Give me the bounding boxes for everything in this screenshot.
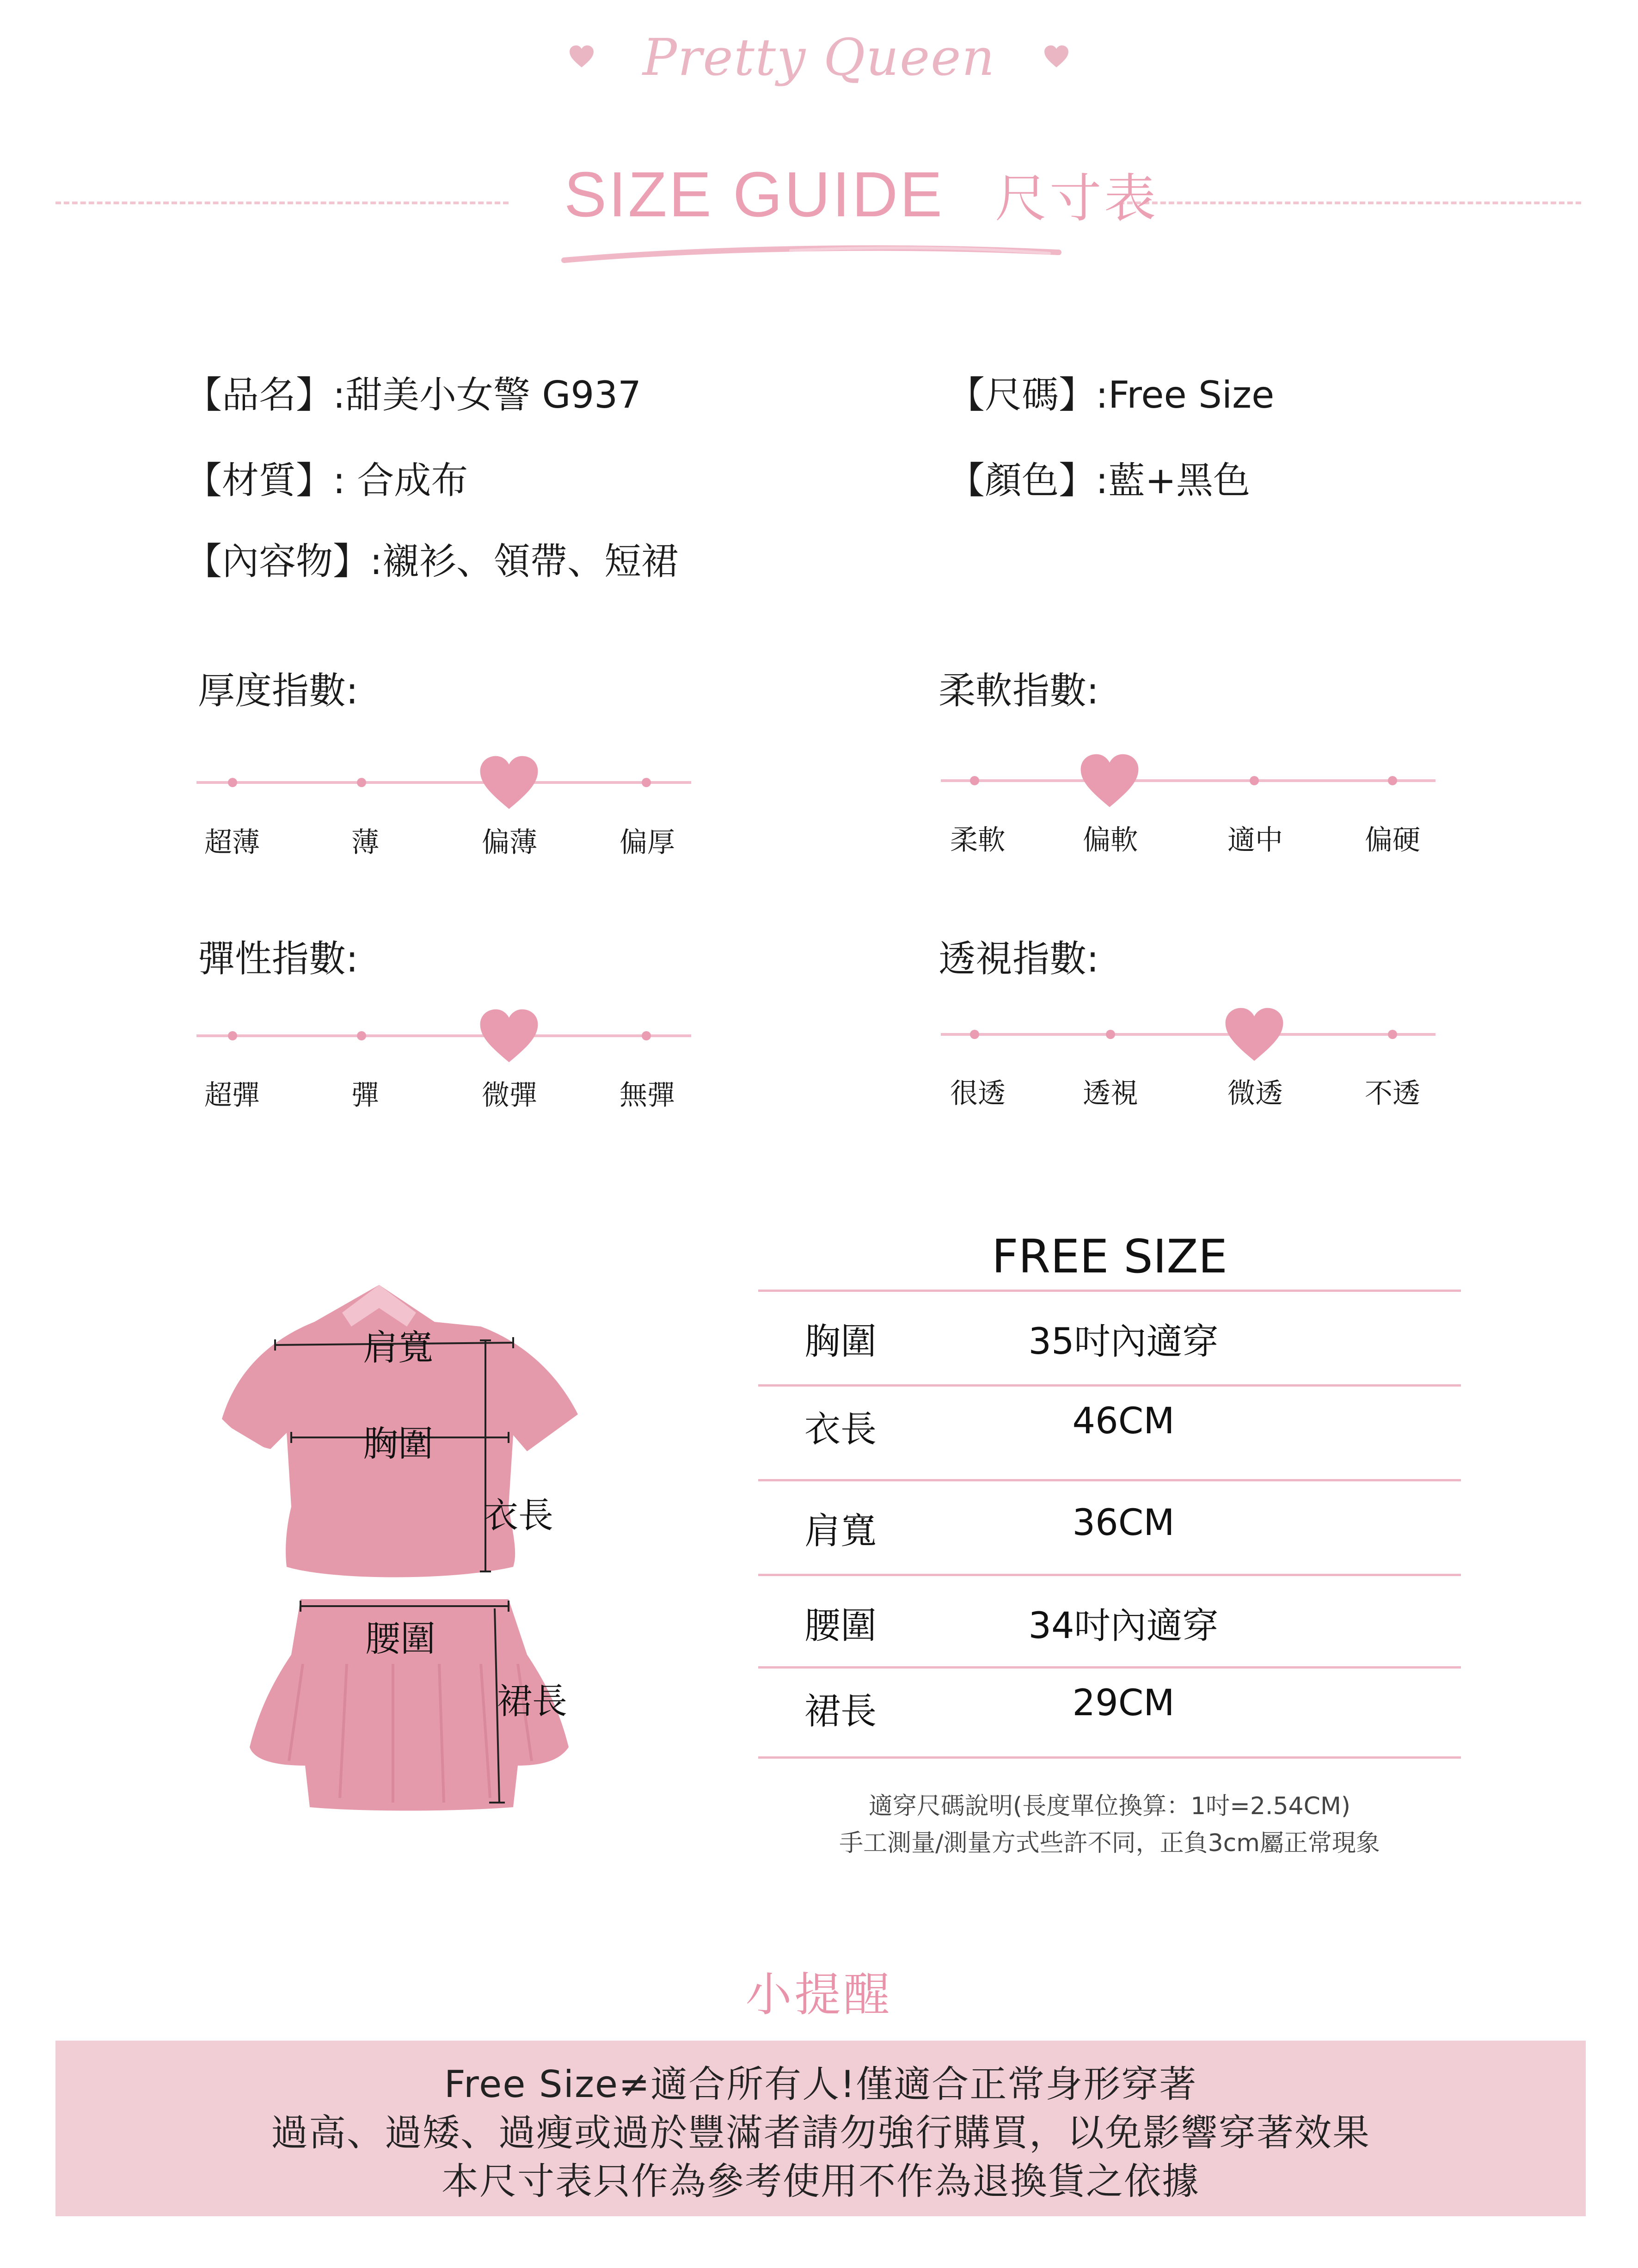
transparency-option: 不透 xyxy=(1365,1077,1420,1110)
table-row-value: 34吋內適穿 xyxy=(1028,1605,1219,1647)
heart-icon xyxy=(569,45,594,70)
reminder-line: 本尺寸表只作為參考使用不作為退換貨之依據 xyxy=(442,2160,1200,2203)
transparency-option: 微透 xyxy=(1227,1077,1283,1110)
product-size-label: 【尺碼】: xyxy=(948,373,1108,416)
size-guide-title-zh: 尺寸表 xyxy=(995,170,1159,227)
table-divider xyxy=(758,1479,1461,1481)
brand-header xyxy=(0,28,1638,87)
thickness-option: 偏厚 xyxy=(620,826,675,859)
scale-dot xyxy=(228,778,237,787)
label-shoulder: 肩寬 xyxy=(363,1327,433,1368)
size-table-header: FREE SIZE xyxy=(992,1229,1227,1284)
selected-heart-icon xyxy=(479,754,539,811)
table-divider xyxy=(758,1666,1461,1669)
scale-dot xyxy=(1388,776,1397,785)
scale-dot xyxy=(1250,776,1259,785)
transparency-scale-line xyxy=(941,1033,1436,1036)
product-name-label: 【品名】: xyxy=(185,373,345,416)
product-contents-value: 襯衫、領帶、短裙 xyxy=(382,540,678,583)
softness-option: 偏軟 xyxy=(1083,824,1138,856)
reminder-box xyxy=(55,2041,1586,2216)
scale-dot xyxy=(1388,1030,1397,1039)
transparency-index-title: 透視指數: xyxy=(939,937,1099,980)
softness-option: 偏硬 xyxy=(1365,824,1420,856)
product-name-value: 甜美小女警 G937 xyxy=(345,373,642,416)
product-color xyxy=(948,451,1250,504)
label-top-length: 衣長 xyxy=(483,1495,553,1536)
product-name xyxy=(185,365,641,418)
product-size-value: Free Size xyxy=(1108,373,1275,416)
softness-scale-line xyxy=(941,779,1436,782)
scale-dot xyxy=(357,778,366,787)
elasticity-option: 無彈 xyxy=(620,1079,675,1112)
thickness-option: 薄 xyxy=(351,826,379,859)
size-note-line2: 手工測量/測量方式些許不同，正負3cm屬正常現象 xyxy=(839,1829,1380,1857)
table-divider xyxy=(758,1756,1461,1759)
title-underline xyxy=(559,239,1068,267)
brand-name: Pretty Queen xyxy=(642,28,996,87)
elasticity-option: 超彈 xyxy=(204,1079,260,1112)
header-divider-right xyxy=(1119,202,1581,204)
table-row-label: 裙長 xyxy=(804,1691,877,1732)
softness-option: 柔軟 xyxy=(950,824,1006,856)
softness-option: 適中 xyxy=(1227,824,1283,856)
product-contents-label: 【內容物】: xyxy=(185,540,382,583)
scale-dot xyxy=(970,776,979,785)
size-guide-title-en: SIZE GUIDE xyxy=(564,159,945,230)
table-divider xyxy=(758,1574,1461,1576)
table-row-label: 肩寬 xyxy=(804,1510,877,1552)
product-color-label: 【顏色】: xyxy=(948,459,1108,502)
product-size xyxy=(948,365,1274,418)
elasticity-option: 微彈 xyxy=(482,1079,537,1112)
thickness-option: 超薄 xyxy=(204,826,260,859)
table-row-value: 46CM xyxy=(1072,1400,1175,1442)
size-note-line1: 適穿尺碼說明(長度單位換算：1吋=2.54CM) xyxy=(868,1792,1351,1820)
thickness-option: 偏薄 xyxy=(482,826,537,859)
label-waist: 腰圍 xyxy=(365,1618,436,1659)
table-row-value: 35吋內適穿 xyxy=(1028,1321,1219,1363)
selected-heart-icon xyxy=(1224,1006,1284,1063)
size-guide-title xyxy=(564,157,1159,232)
header-divider-left xyxy=(55,202,509,204)
scale-dot xyxy=(228,1031,237,1040)
reminder-line: Free Size≠適合所有人!僅適合正常身形穿著 xyxy=(444,2063,1197,2106)
thickness-index-title: 厚度指數: xyxy=(198,669,358,712)
product-color-value: 藍+黑色 xyxy=(1108,459,1250,502)
product-material xyxy=(185,451,468,504)
scale-dot xyxy=(1106,1030,1115,1039)
softness-index-title: 柔軟指數: xyxy=(939,669,1099,712)
table-divider xyxy=(758,1384,1461,1387)
table-row-label: 胸圍 xyxy=(804,1321,877,1363)
table-row-label: 腰圍 xyxy=(804,1605,877,1647)
product-material-label: 【材質】: xyxy=(185,459,345,502)
selected-heart-icon xyxy=(479,1008,539,1064)
elasticity-index-title: 彈性指數: xyxy=(198,937,358,980)
thickness-scale-line xyxy=(196,781,691,784)
label-chest: 胸圍 xyxy=(363,1423,433,1464)
transparency-option: 很透 xyxy=(950,1077,1006,1110)
scale-dot xyxy=(970,1030,979,1039)
table-row-value: 36CM xyxy=(1072,1502,1175,1544)
product-material-value: 合成布 xyxy=(357,459,468,502)
table-row-value: 29CM xyxy=(1072,1682,1175,1724)
reminder-title: 小提醒 xyxy=(745,1968,893,2022)
product-contents xyxy=(185,532,678,585)
table-divider xyxy=(758,1290,1461,1292)
elasticity-option: 彈 xyxy=(351,1079,379,1112)
scale-dot xyxy=(642,778,651,787)
scale-dot xyxy=(357,1031,366,1040)
label-skirt-length: 裙長 xyxy=(497,1681,567,1722)
scale-dot xyxy=(642,1031,651,1040)
reminder-line: 過高、過矮、過瘦或過於豐滿者請勿強行購買，以免影響穿著效果 xyxy=(271,2111,1370,2154)
table-row-label: 衣長 xyxy=(804,1409,877,1450)
selected-heart-icon xyxy=(1080,752,1140,809)
elasticity-scale-line xyxy=(196,1034,691,1037)
transparency-option: 透視 xyxy=(1083,1077,1138,1110)
heart-icon xyxy=(1044,45,1069,70)
